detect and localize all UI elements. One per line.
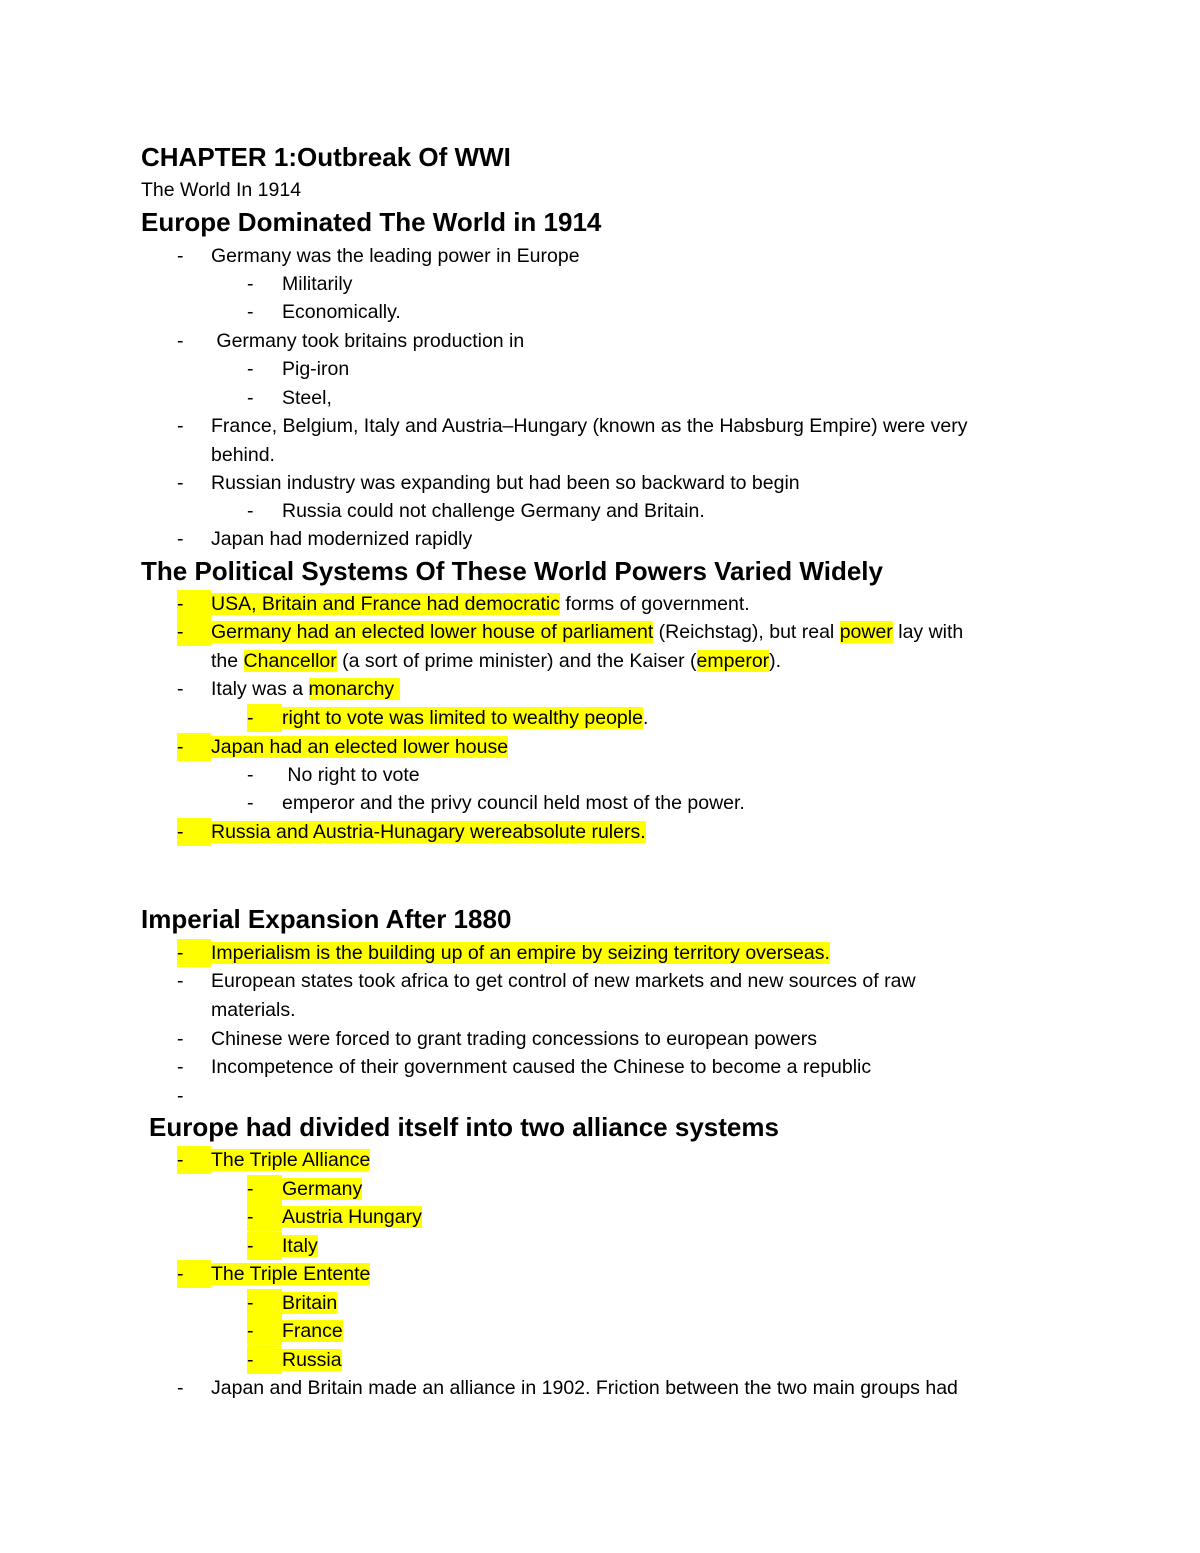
page-subtitle: The World In 1914 <box>141 179 302 201</box>
highlighted-text: right to vote was limited to wealthy people <box>282 707 643 729</box>
list-item-text: (a sort of prime minister) and the Kaiser ( <box>336 650 697 672</box>
list-item-text: Russia could not challenge Germany and Britain. <box>282 500 705 522</box>
list-item <box>211 1025 817 1053</box>
bullet-dash: - <box>247 1175 282 1203</box>
bullet-dash: - <box>177 1085 184 1107</box>
highlighted-text: Italy <box>282 1235 318 1257</box>
list-item <box>211 1053 871 1081</box>
list-item <box>211 469 800 497</box>
highlighted-text: Chancellor <box>243 650 337 672</box>
bullet-dash: - <box>247 1317 282 1345</box>
bullet-dash: - <box>177 1056 184 1078</box>
list-item-text: Steel, <box>282 387 332 409</box>
section-heading: Imperial Expansion After 1880 <box>141 904 512 934</box>
list-item-text: Militarily <box>282 273 353 295</box>
list-item-text: . <box>642 707 649 729</box>
list-item-text: materials. <box>211 999 296 1021</box>
list-item <box>211 1374 958 1402</box>
bullet-dash: - <box>177 733 211 761</box>
list-item-text: Germany took britains production in <box>211 330 525 352</box>
list-item-text: lay with <box>892 621 964 643</box>
bullet-dash: - <box>247 1346 282 1374</box>
list-item <box>282 384 332 412</box>
list-item <box>211 1260 370 1288</box>
list-item-text: emperor and the privy council held most of the power. <box>282 792 745 814</box>
highlighted-text: Imperialism is the building up of an empire by seizing territory overseas. <box>211 942 830 964</box>
list-item-text: European states took africa to get control of new markets and new sources of raw <box>211 970 916 992</box>
list-item-text: the <box>211 650 244 672</box>
bullet-dash: - <box>247 301 254 323</box>
list-item <box>211 590 750 618</box>
bullet-dash: - <box>247 387 254 409</box>
highlighted-text: Austria Hungary <box>282 1206 422 1228</box>
highlighted-text: power <box>839 621 893 643</box>
bullet-dash: - <box>247 273 254 295</box>
bullet-dash: - <box>247 1232 282 1260</box>
bullet-dash: - <box>247 1289 282 1317</box>
list-item <box>282 1232 318 1260</box>
bullet-dash: - <box>177 939 211 967</box>
bullet-dash: - <box>177 1260 211 1288</box>
list-item-text: forms of government. <box>560 593 750 615</box>
list-item-text: Russian industry was expanding but had been so backward to begin <box>211 472 800 494</box>
bullet-dash: - <box>177 818 211 846</box>
bullet-dash: - <box>177 618 211 646</box>
list-item <box>211 525 472 553</box>
list-item <box>211 939 830 967</box>
list-item <box>211 618 963 646</box>
highlighted-text: Russia <box>282 1349 342 1371</box>
list-item <box>211 996 296 1024</box>
list-item-text: Japan had modernized rapidly <box>211 528 473 550</box>
list-item-text: behind. <box>211 444 275 466</box>
bullet-dash: - <box>177 678 184 700</box>
bullet-dash: - <box>177 1377 184 1399</box>
section-heading: Europe Dominated The World in 1914 <box>141 207 602 237</box>
list-item <box>211 441 275 469</box>
list-item <box>282 1175 362 1203</box>
list-item <box>211 327 524 355</box>
list-item <box>282 1203 422 1231</box>
section-heading: The Political Systems Of These World Powers Varied Widely <box>141 556 883 586</box>
list-item <box>282 761 420 789</box>
bullet-dash: - <box>177 970 184 992</box>
list-item <box>211 675 400 703</box>
list-item-text: (Reichstag), but real <box>653 621 840 643</box>
highlighted-text: The Triple Alliance <box>211 1149 371 1171</box>
list-item-text: ). <box>769 650 782 672</box>
bullet-dash: - <box>247 704 282 732</box>
list-item <box>282 355 349 383</box>
list-item <box>282 298 401 326</box>
bullet-dash: - <box>177 245 184 267</box>
highlighted-text: Britain <box>282 1292 338 1314</box>
list-item <box>211 242 580 270</box>
highlighted-text: Germany had an elected lower house of parliament <box>211 621 654 643</box>
bullet-dash: - <box>247 764 254 786</box>
list-item-text: Pig-iron <box>282 358 350 380</box>
highlighted-text: Japan had an elected lower house <box>211 736 509 758</box>
list-item <box>282 704 648 732</box>
bullet-dash: - <box>247 792 254 814</box>
bullet-dash: - <box>177 1028 184 1050</box>
list-item-text: Chinese were forced to grant trading concessions to european powers <box>211 1028 817 1050</box>
highlighted-text: USA, Britain and France had democratic <box>211 593 561 615</box>
highlighted-text: Germany <box>282 1178 363 1200</box>
list-item <box>282 270 352 298</box>
page-title: CHAPTER 1:Outbreak Of WWI <box>141 142 511 172</box>
bullet-dash: - <box>247 500 254 522</box>
list-item <box>282 497 705 525</box>
list-item <box>211 647 781 675</box>
highlighted-text: France <box>282 1320 343 1342</box>
list-item-text: Germany was the leading power in Europe <box>211 245 580 267</box>
list-item <box>282 1317 343 1345</box>
highlighted-text: The Triple Entente <box>211 1263 371 1285</box>
bullet-dash: - <box>177 528 184 550</box>
bullet-dash: - <box>247 1203 282 1231</box>
list-item <box>211 412 968 440</box>
list-item <box>282 789 745 817</box>
list-item <box>282 1289 337 1317</box>
bullet-dash: - <box>177 330 184 352</box>
bullet-dash: - <box>177 590 211 618</box>
list-item-text: Japan and Britain made an alliance in 1902. Friction between the two main groups had <box>211 1377 958 1399</box>
highlighted-text: Russia and Austria-Hunagary wereabsolute rulers. <box>211 821 646 843</box>
bullet-dash: - <box>177 472 184 494</box>
list-item-text: Italy was a <box>211 678 309 700</box>
list-item <box>211 967 916 995</box>
bullet-dash: - <box>177 1146 211 1174</box>
list-item-text: Economically. <box>282 301 401 323</box>
list-item <box>282 1346 342 1374</box>
list-item-text: France, Belgium, Italy and Austria–Hungary (known as the Habsburg Empire) were very <box>211 415 968 437</box>
list-item <box>211 818 646 846</box>
bullet-dash: - <box>177 415 184 437</box>
highlighted-text: emperor <box>696 650 770 672</box>
list-item <box>211 733 508 761</box>
list-item-text: No right to vote <box>282 764 420 786</box>
highlighted-text: monarchy <box>308 678 400 700</box>
bullet-dash: - <box>247 358 254 380</box>
list-item-text: Incompetence of their government caused the Chinese to become a republic <box>211 1056 872 1078</box>
list-item <box>211 1146 370 1174</box>
section-heading: Europe had divided itself into two alliance systems <box>149 1112 779 1142</box>
